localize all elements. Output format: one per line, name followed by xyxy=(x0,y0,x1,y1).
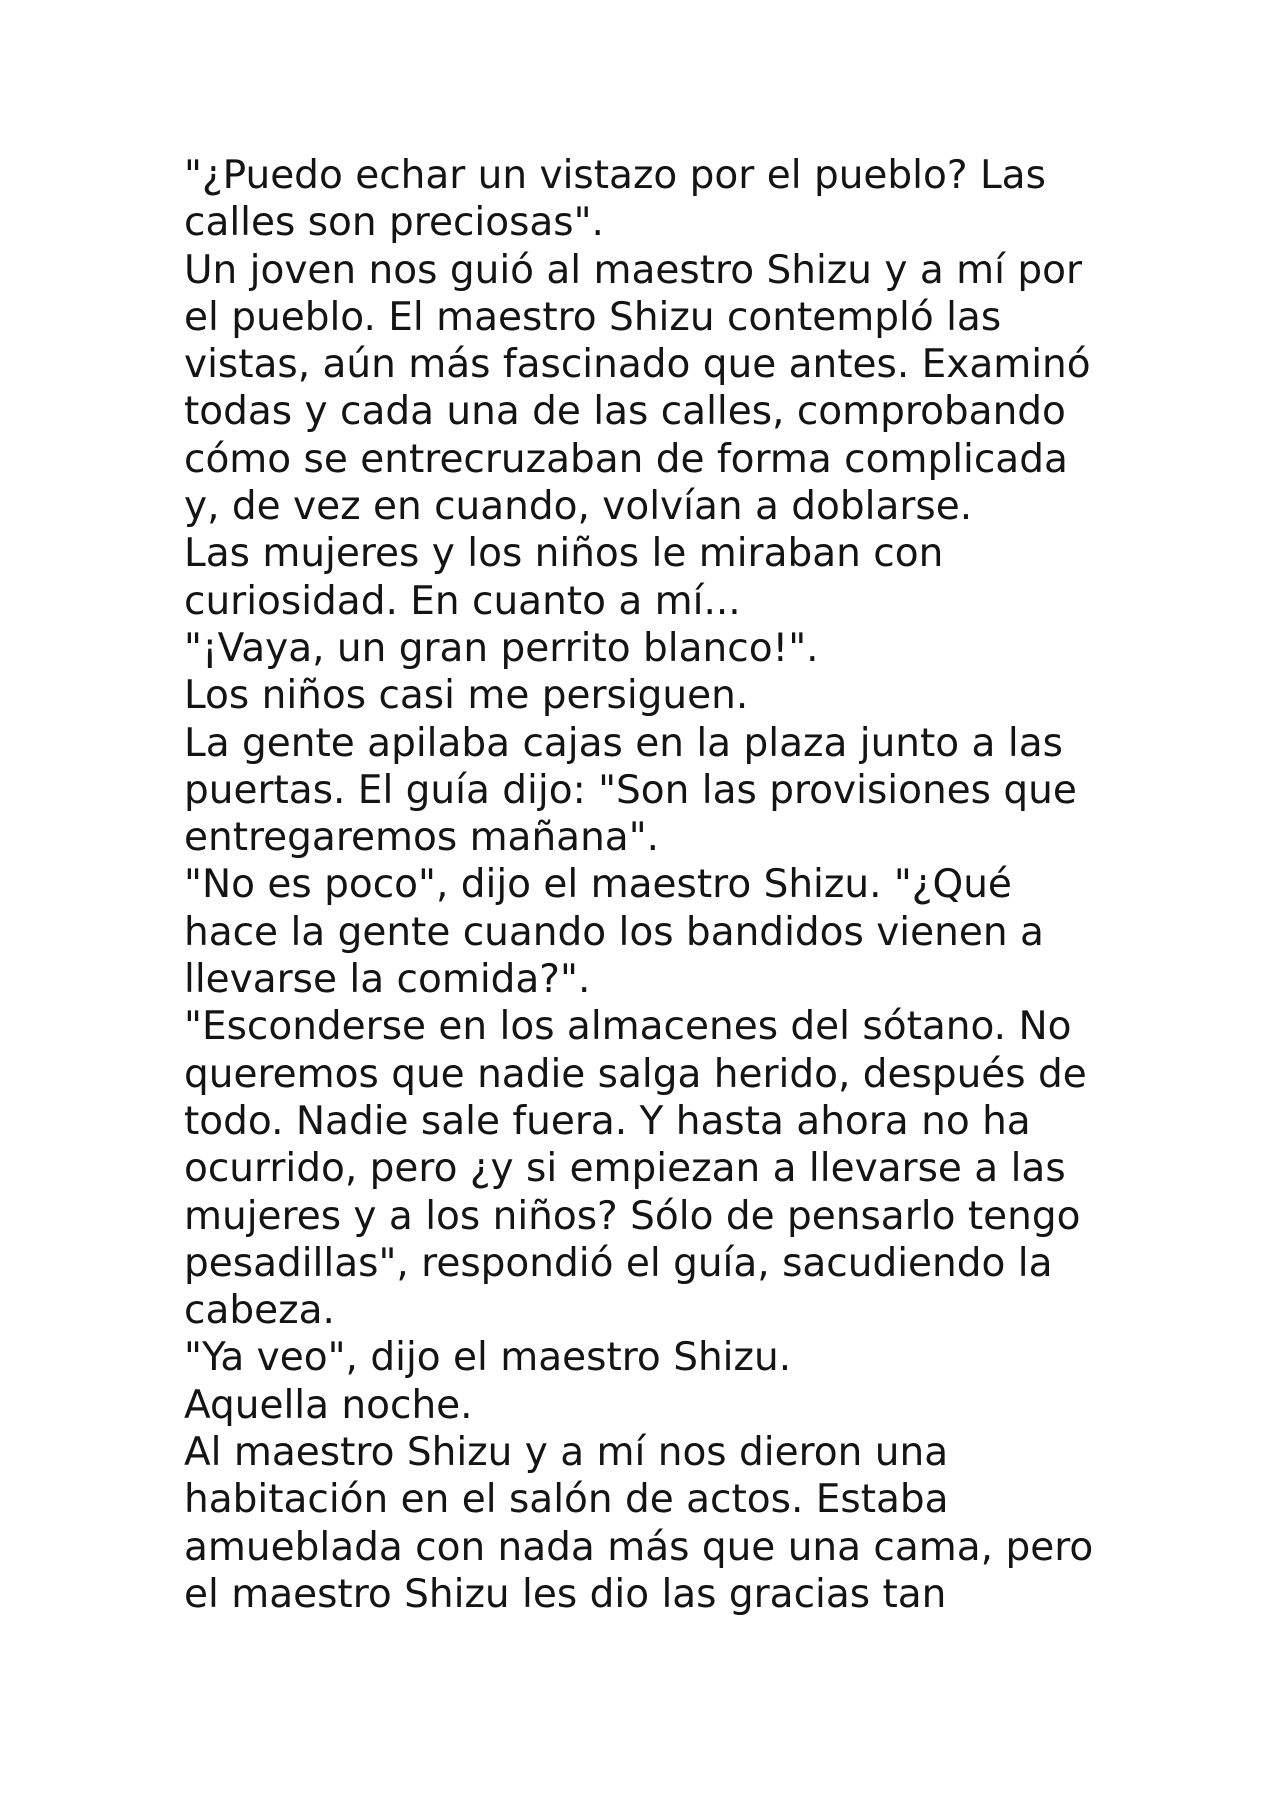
text-line: Un joven nos guió al maestro Shizu y a mí por xyxy=(184,247,1083,293)
text-line: amueblada con nada más que una cama, pero xyxy=(184,1524,1094,1570)
body-text xyxy=(184,152,1184,1618)
text-line: hace la gente cuando los bandidos vienen a xyxy=(184,909,1044,955)
text-line: "¿Puedo echar un vistazo por el pueblo? Las xyxy=(184,153,1046,198)
text-line: "Ya veo", dijo el maestro Shizu. xyxy=(184,1335,792,1381)
text-line: Las mujeres y los niños le miraban con xyxy=(184,531,944,577)
text-line: calles son preciosas". xyxy=(184,200,604,246)
text-line: Aquella noche. xyxy=(184,1382,473,1428)
text-line: cómo se entrecruzaban de forma complicada xyxy=(184,436,1068,482)
text-line: Los niños casi me persiguen. xyxy=(184,673,749,719)
text-line: cabeza. xyxy=(184,1288,335,1334)
text-line: "No es poco", dijo el maestro Shizu. "¿Qué xyxy=(184,862,1012,908)
text-line: todo. Nadie sale fuera. Y hasta ahora no ha xyxy=(184,1098,1031,1144)
text-line: entregaremos mañana". xyxy=(184,815,660,861)
text-line: curiosidad. En cuanto a mí... xyxy=(184,578,741,624)
text-line: llevarse la comida?". xyxy=(184,957,591,1003)
text-line: La gente apilaba cajas en la plaza junto a las xyxy=(184,720,1063,766)
text-line: el maestro Shizu les dio las gracias tan xyxy=(184,1571,947,1617)
text-line: "Esconderse en los almacenes del sótano. No xyxy=(184,1004,1072,1050)
text-line: ocurrido, pero ¿y si empiezan a llevarse a las xyxy=(184,1146,1066,1192)
text-line: puertas. El guía dijo: "Son las provisiones que xyxy=(184,767,1077,813)
text-line: queremos que nadie salga herido, después de xyxy=(184,1051,1087,1097)
text-line: mujeres y a los niños? Sólo de pensarlo tengo xyxy=(184,1193,1081,1239)
text-line: y, de vez en cuando, volvían a doblarse. xyxy=(184,484,973,530)
text-line: "¡Vaya, un gran perrito blanco!". xyxy=(184,625,819,671)
text-line: pesadillas", respondió el guía, sacudiendo la xyxy=(184,1240,1053,1286)
text-line: el pueblo. El maestro Shizu contempló las xyxy=(184,294,1002,340)
text-line: vistas, aún más fascinado que antes. Examinó xyxy=(184,342,1091,388)
text-line: habitación en el salón de actos. Estaba xyxy=(184,1477,949,1523)
text-line: todas y cada una de las calles, comprobando xyxy=(184,389,1066,435)
text-line: Al maestro Shizu y a mí nos dieron una xyxy=(184,1430,949,1476)
